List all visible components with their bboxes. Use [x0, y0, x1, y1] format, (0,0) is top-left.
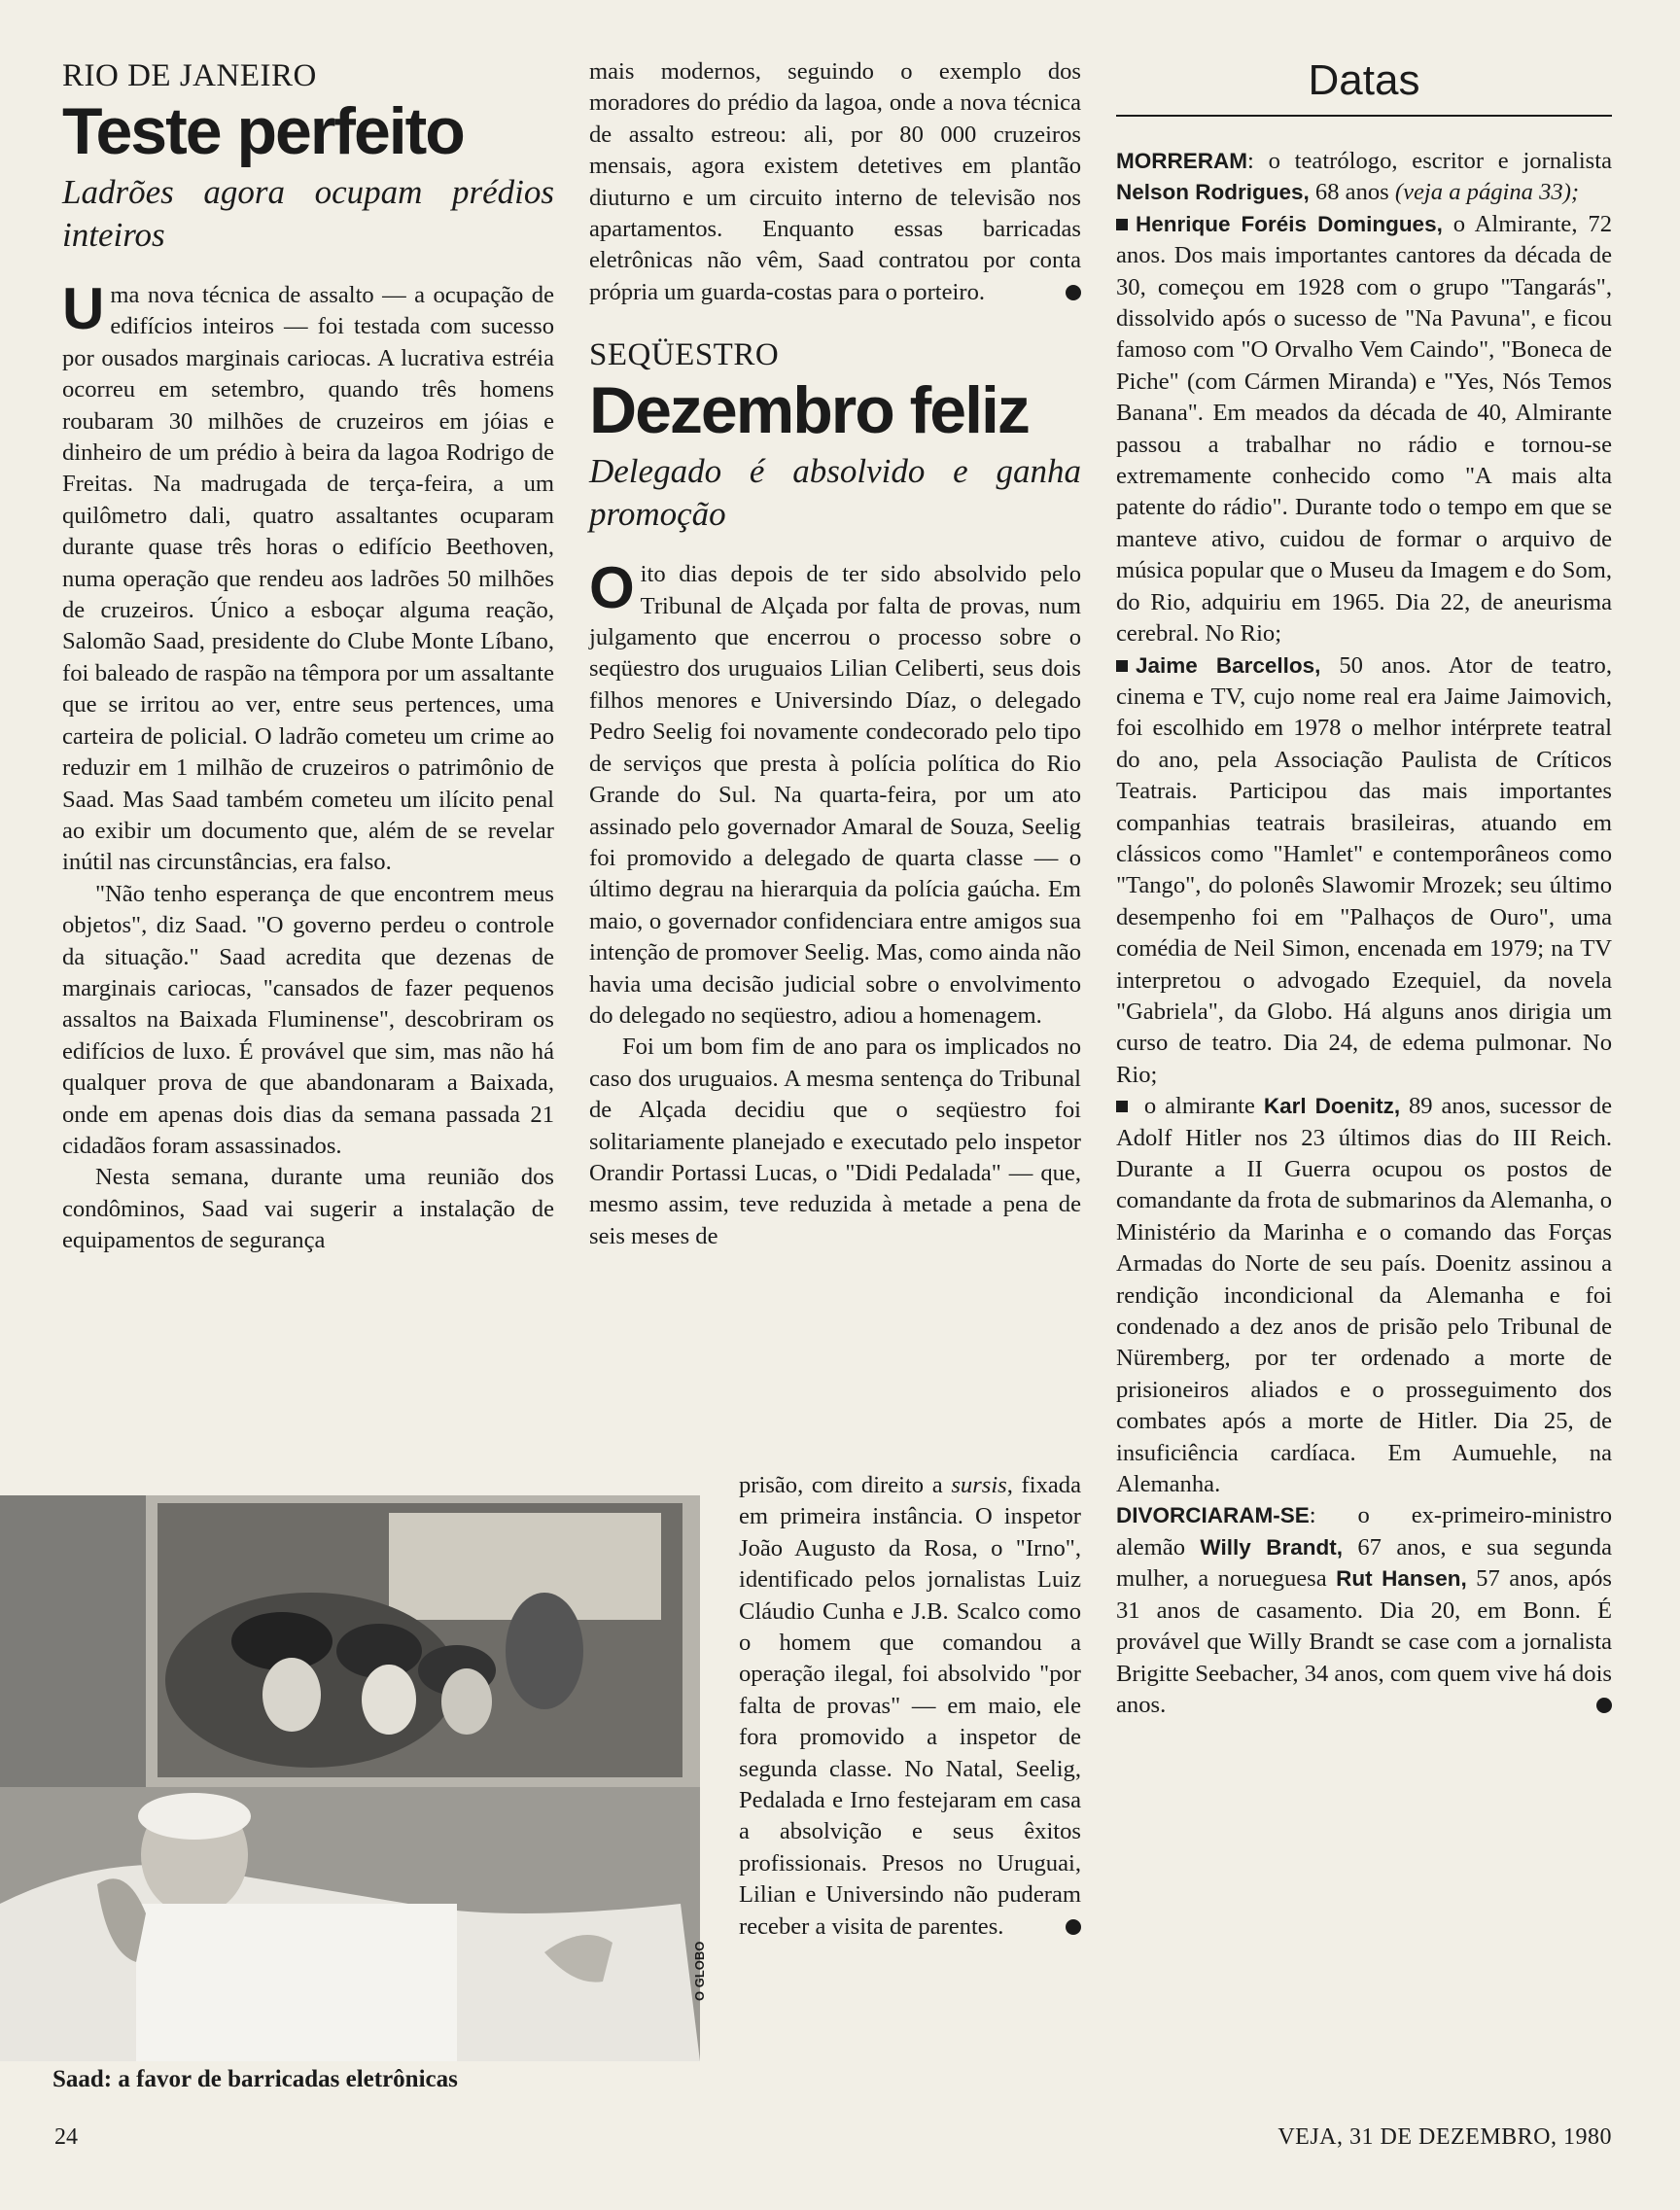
- entry-text: 89 anos, sucessor de Adolf Hitler nos 23 últimos dias do III Reich. Durante a II Guerra ocupou os postos de comandante da frota de submarinos da Alemanha, o Ministério da Marinha e o comando das Forças Armadas do Norte de seu país. Doenitz assinou a rendição incondicional da Alemanha e foi condenado a dez anos de prisão pelo Tribunal de Nüremberg, por ter ordenado a morte de prisioneiros aliados e o prosseguimento dos combates após a morte de Hitler. Dia 25, de insuficiência cardíaca. Em Aumuehle, na Alemanha.: [1116, 1093, 1612, 1498]
- paragraph: [589, 56, 1081, 308]
- drop-cap: O: [589, 555, 635, 621]
- entry-text: : o teatrólogo, escritor e jornalista: [1247, 148, 1612, 174]
- photo-saad: [0, 1495, 700, 2061]
- article-dezembro-feliz: [589, 335, 1081, 1252]
- end-mark-icon: [1066, 285, 1081, 300]
- drop-cap: U: [62, 276, 105, 341]
- italic-term: sursis: [951, 1472, 1007, 1498]
- bullet-icon: [1116, 1101, 1128, 1112]
- subheadline: Delegado é absolvido e ganha promoção: [589, 452, 1081, 534]
- person-name: Karl Doenitz,: [1263, 1094, 1401, 1119]
- subheadline: Ladrões agora ocupam prédios inteiros: [62, 173, 554, 254]
- photo-illustration: [0, 1495, 700, 2061]
- paragraph-text: ito dias depois de ter sido absolvido pelo Tribunal de Alçada por falta de provas, num julgamento que encerrou o processo sobre o seqüestro dos uruguaios Lilian Celiberti, seus dois filhos menores e Universindo Díaz, o delegado Pedro Seelig foi novamente condecorado pelo tipo de serviços que presta à polícia política do Rio Grande do Sul. Na quarta-feira, por um ato assinado pelo governador Amaral de Souza, Seelig foi promovido a delegado de quarta classe — o último degrau na hierarquia da polícia gaúcha. Em maio, o governador confidenciara entre amigos sua intenção de promover Seelig. Mas, como ainda não havia uma decisão judicial sobre o envolvimento do delegado no seqüestro, adiou a homenagem.: [589, 561, 1081, 1029]
- category-label: MORRERAM: [1116, 149, 1247, 173]
- datas-column: [1116, 56, 1612, 1721]
- entry-nelson-rodrigues: [1116, 146, 1612, 209]
- person-name: Rut Hansen,: [1336, 1566, 1467, 1592]
- entry-karl-doenitz: [1116, 1091, 1612, 1500]
- entry-text: 67 anos, e sua segunda mulher, a norueguesa: [1116, 1533, 1613, 1593]
- section-label: SEQÜESTRO: [589, 337, 780, 373]
- end-mark-icon: [1596, 1698, 1612, 1713]
- paragraph: Foi um bom fim de ano para os implicados no caso dos uruguaios. A mesma sentença do Tribunal de Alçada decidiu que o seqüestro foi solitariamente planejado e executado pelo inspetor Orandir Portassi Lucas, o "Didi Pedalada" — que, mesmo assim, teve reduzida à metade a pena de seis meses de: [589, 1034, 1081, 1249]
- page-number: 24: [54, 2124, 78, 2150]
- entry-jaime-barcellos: [1116, 650, 1612, 1092]
- end-mark-icon: [1066, 1919, 1081, 1935]
- person-name: Willy Brandt,: [1200, 1534, 1343, 1560]
- page-reference: (veja a página 33);: [1394, 179, 1580, 206]
- entry-willy-brandt: [1116, 1500, 1612, 1721]
- bullet-icon: [1116, 660, 1128, 672]
- issue-date: VEJA, 31 DE DEZEMBRO, 1980: [1278, 2124, 1612, 2150]
- paragraph-text: mais modernos, seguindo o exemplo dos moradores do prédio da lagoa, onde a nova técnica de assalto estreou: ali, por 80 000 cruzeiros mensais, agora existem detetives em plantão diuturno e um circuito interno de televisão nos apartamentos. Enquanto essas barricadas eletrônicas não vêm, Saad contratou por conta própria um guarda-costas para o porteiro.: [589, 58, 1081, 305]
- category-label: DIVORCIARAM-SE: [1116, 1503, 1310, 1528]
- entry-text: 68 anos: [1309, 179, 1395, 206]
- paragraph: Nesta semana, durante uma reunião dos condôminos, Saad vai sugerir a instalação de equipamentos de segurança: [62, 1164, 554, 1254]
- headline: Dezembro feliz: [589, 373, 1029, 448]
- wrapped-paragraph: [739, 1470, 1081, 1943]
- entry-text: 50 anos. Ator de teatro, cinema e TV, cujo nome real era Jaime Jaimovich, foi escolhido em 1978 o melhor intérprete teatral do ano, pela Associação Paulista de Críticos Teatrais. Participou das mais importantes companhias teatrais brasileiras, atuando em clássicos como "Hamlet" e contemporâneos como "Tango", do polonês Slawomir Mrozek; seu último desempenho foi em "Palhaços de Ouro", uma comédia de Neil Simon, encenada em 1979; na TV interpretou o advogado Ezequiel, da novela "Gabriela", da Globo. Há alguns anos dirigia um curso de teatro. Dia 24, de edema pulmonar. No Rio;: [1116, 651, 1612, 1088]
- paragraph: [589, 555, 1081, 1032]
- paragraph-text: , fixada em primeira instância. O inspetor João Augusto da Rosa, o "Irno", identificado pelos jornalistas Luiz Cláudio Cunha e J.B. Scalco como o homem que comandou a operação ilegal, foi absolvido "por falta de provas" — em maio, ele fora promovido a inspetor de segunda classe. No Natal, Seelig, Pedalada e Irno festejaram em casa a absolvição e seus êxitos profissionais. Presos no Uruguai, Lilian e Universindo não puderam receber a visita de parentes.: [739, 1472, 1081, 1940]
- title-divider: [1116, 115, 1612, 117]
- entry-text: : o ex-primeiro-ministro alemão: [1116, 1502, 1612, 1561]
- entry-almirante: [1116, 209, 1612, 650]
- entry-text: o Almirante, 72 anos. Dos mais importantes cantores da década de 30, começou em 1928 com o grupo "Tangarás", dissolvido após o sucesso de "Na Pavuna", e ficou famoso com "O Orvalho Vem Caindo", "Boneca de Piche" (com Cármen Miranda) e "Yes, Nós Temos Banana". Em meados da década de 40, Almirante passou a trabalhar no rádio e tornou-se extremamente conhecido como "A mais alta patente do rádio". Durante todo o tempo em que se manteve ativo, cuidou de formar o arquivo de música popular que o Museu da Imagem e do Som, do Rio, adquiriu em 1965. Dia 22, de aneurisma cerebral. No Rio;: [1116, 210, 1612, 648]
- paragraph-text: prisão, com direito a: [739, 1472, 952, 1498]
- entry-text: o almirante: [1136, 1093, 1264, 1120]
- entry-text: 57 anos, após 31 anos de casamento. Dia 20, em Bonn. É provável que Willy Brandt se case com a jornalista Brigitte Seebacher, 34 anos, com quem vive há dois anos.: [1116, 1565, 1612, 1718]
- photo-caption: Saad: a favor de barricadas eletrônicas: [52, 2066, 458, 2092]
- section-label: RIO DE JANEIRO: [62, 58, 317, 93]
- paragraph: "Não tenho esperança de que encontrem meus objetos", diz Saad. "O governo perdeu o controle da situação." Saad acredita que dezenas de marginais cariocas, "cansados de fazer pequenos assaltos na Baixada Fluminense", descobriram os edifícios de luxo. É provável que sim, mas não há qualquer prova de que abandonaram a Baixada, onde em apenas dois dias da semana passada 21 cidadãos foram assassinados.: [62, 880, 554, 1159]
- paragraph-text: ma nova técnica de assalto — a ocupação de edifícios inteiros — foi testada com sucesso por ousados marginais cariocas. A lucrativa estréia ocorreu em setembro, quando três homens roubaram 30 milhões de cruzeiros em jóias e dinheiro de um prédio à beira da lagoa Rodrigo de Freitas. Na madrugada de terça-feira, a um quilômetro dali, quatro assaltantes ocuparam durante quase três horas o edifício Beethoven, numa operação que rendeu aos ladrões 50 milhões de cruzeiros. Único a esboçar alguma reação, Salomão Saad, presidente do Clube Monte Líbano, foi baleado de raspão na têmpora por um assaltante que se irritou ao ver, entre seus pertences, uma carteira de policial. O ladrão cometeu um crime ao reduzir em 1 milhão de cruzeiros o patrimônio de Saad. Mas Saad também cometeu um ilícito penal ao exibir um documento que, além de se revelar inútil nas circunstâncias, era falso.: [62, 282, 554, 876]
- photo-credit: O GLOBO: [692, 1941, 707, 2001]
- person-name: Nelson Rodrigues,: [1116, 180, 1310, 205]
- person-name: Henrique Foréis Domingues,: [1136, 211, 1443, 236]
- paragraph: [62, 276, 554, 879]
- person-name: Jaime Barcellos,: [1136, 652, 1321, 678]
- bullet-icon: [1116, 219, 1128, 230]
- headline: Teste perfeito: [62, 94, 464, 168]
- article-teste-perfeito: [62, 56, 554, 1257]
- datas-title: Datas: [1308, 56, 1420, 104]
- column-2: [589, 56, 1081, 1252]
